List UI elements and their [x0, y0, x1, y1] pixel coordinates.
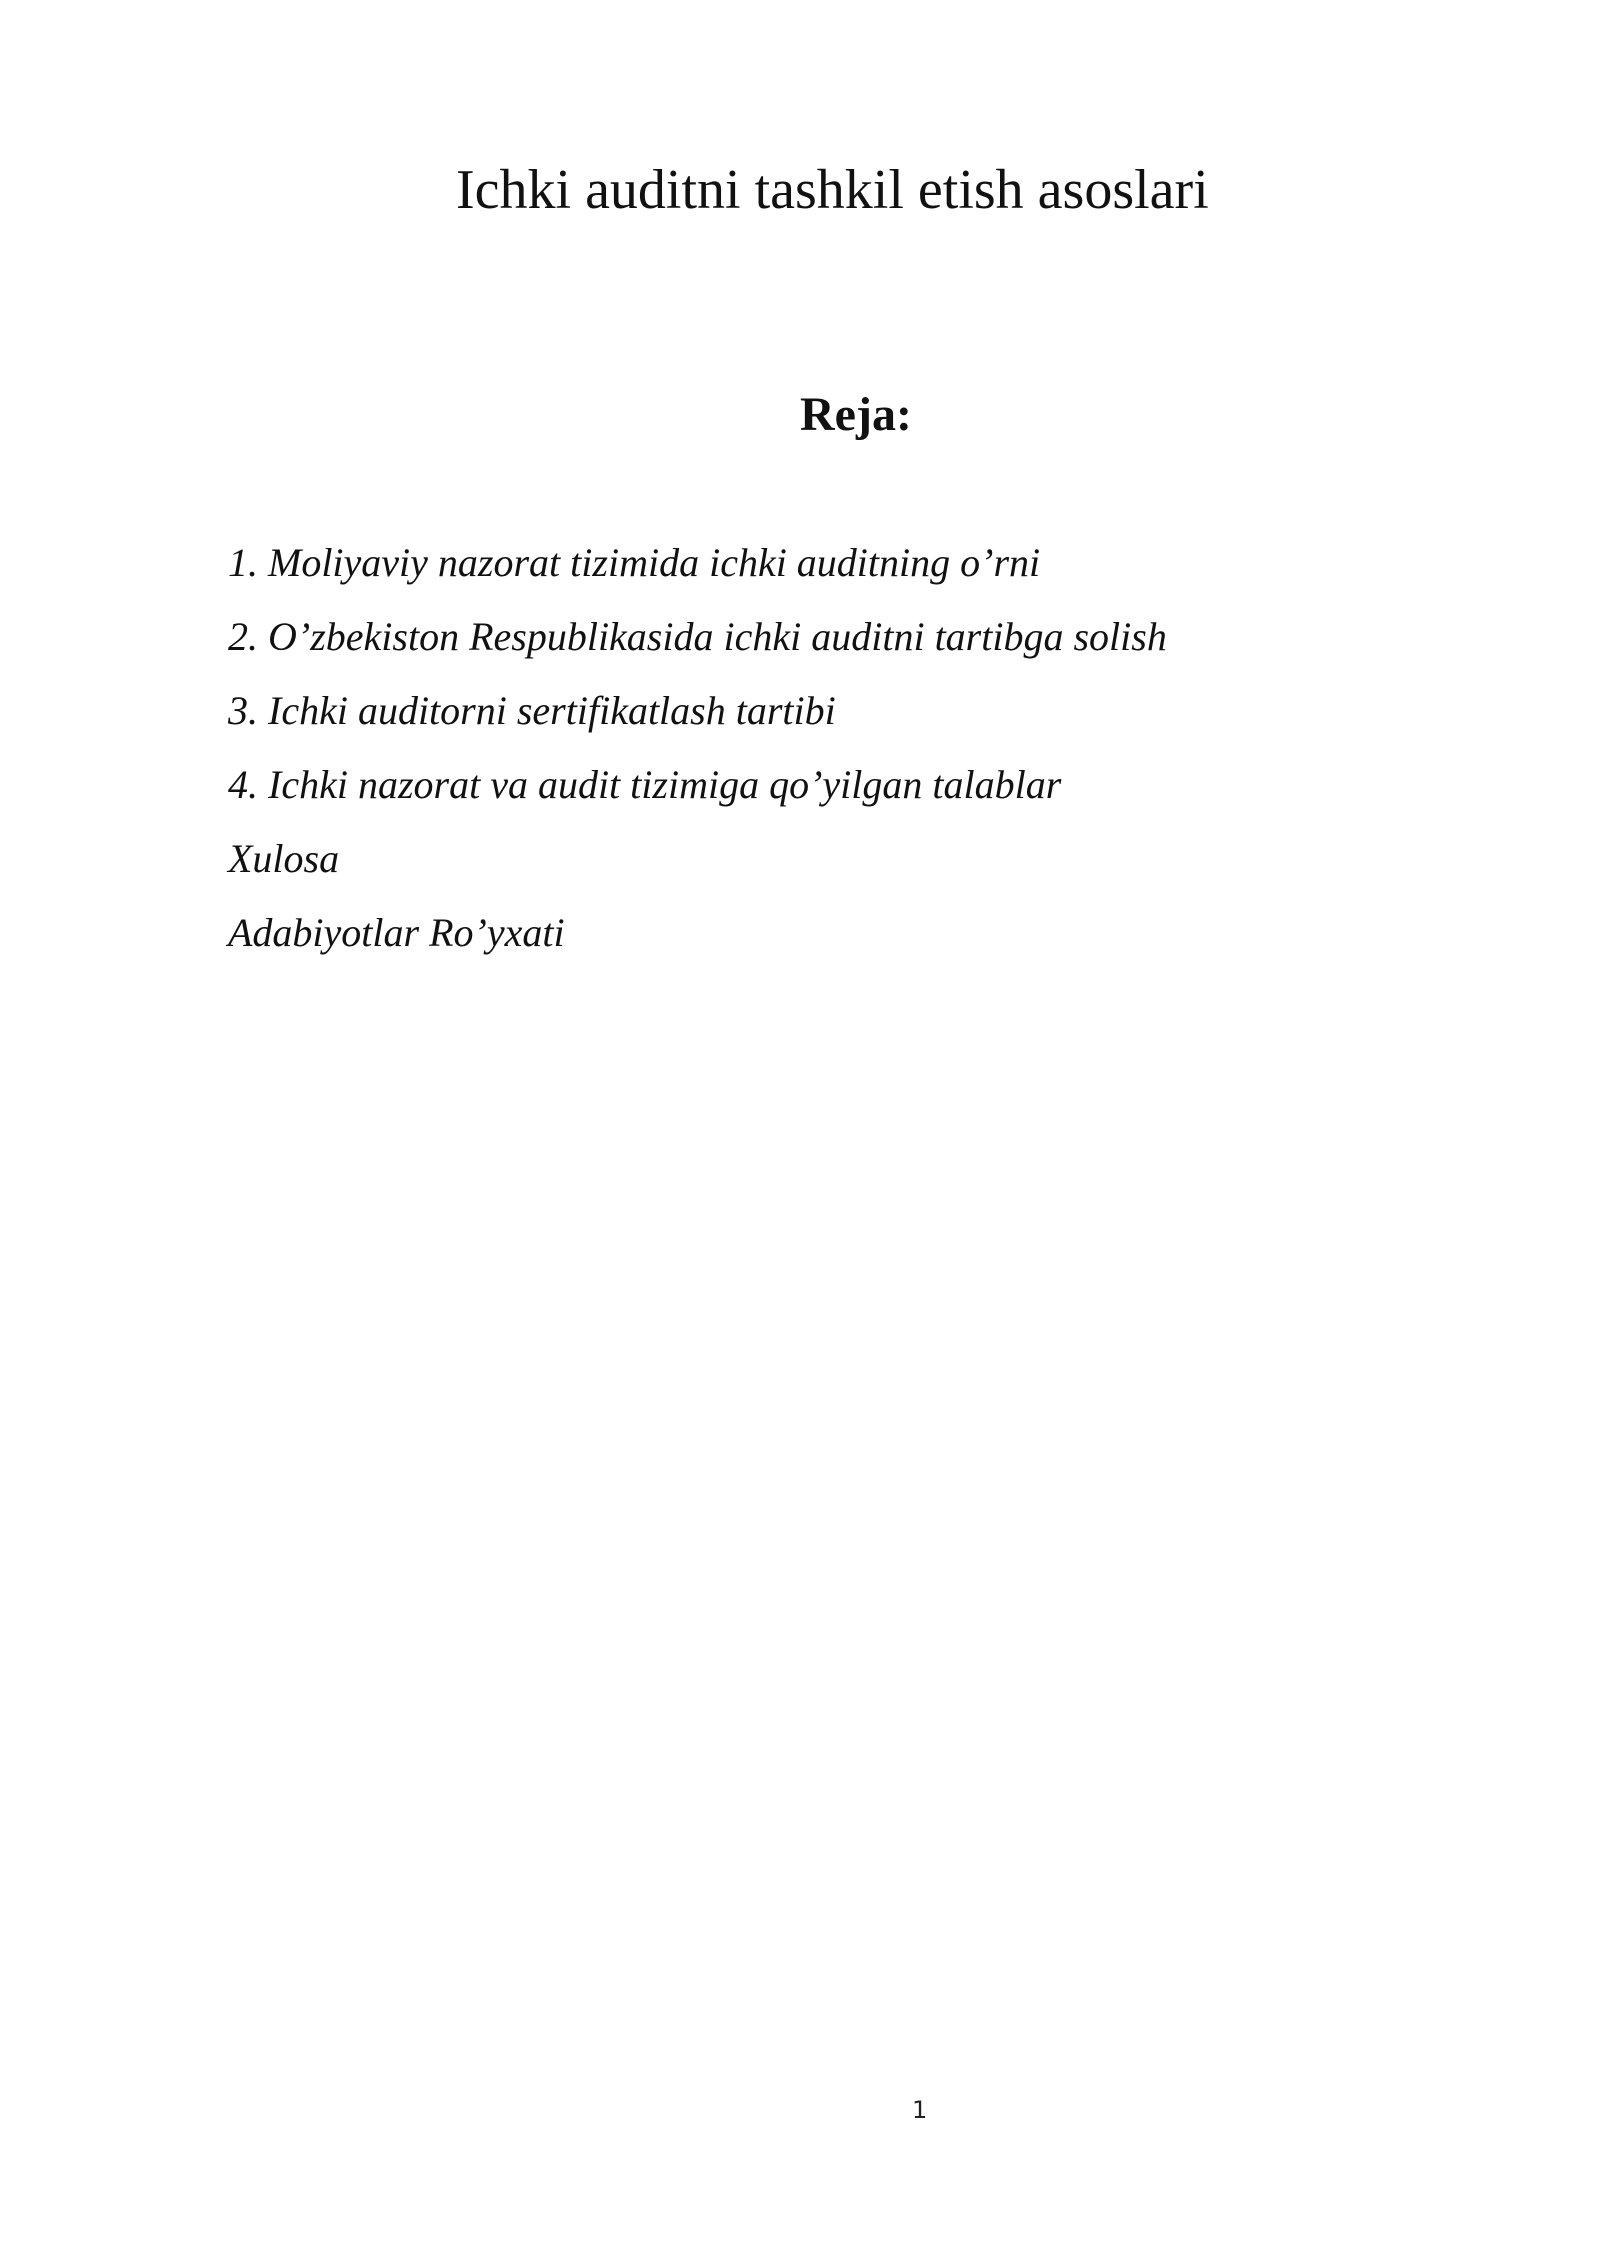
plan-item-3: 3. Ichki auditorni sertifikatlash tartibi — [228, 688, 836, 733]
plan-item-2: 2. O’zbekiston Respublikasida ichki auditni tartibga solish — [228, 614, 1167, 659]
plan-item-4: 4. Ichki nazorat va audit tizimiga qo’yilgan talablar — [228, 762, 1062, 807]
document-title: Ichki auditni tashkil etish asoslari — [456, 159, 1209, 221]
plan-item-1: 1. Moliyaviy nazorat tizimida ichki auditning o’rni — [228, 540, 1041, 585]
plan-heading: Reja: — [800, 388, 912, 441]
plan-list — [228, 526, 1167, 970]
page-number: 1 — [912, 2096, 928, 2124]
plan-item-references: Adabiyotlar Ro’yxati — [228, 910, 565, 955]
plan-item-conclusion: Xulosa — [228, 836, 340, 881]
